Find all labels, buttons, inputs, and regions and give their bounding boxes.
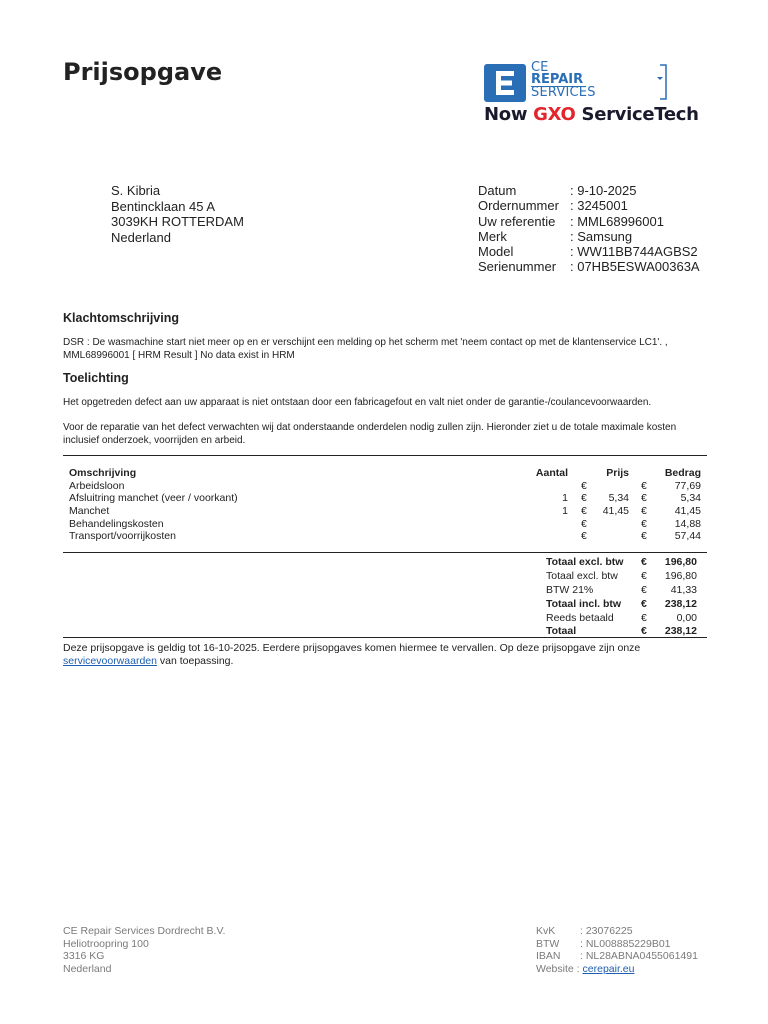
footer-registration bbox=[536, 925, 698, 975]
footer-kvk-value: : 23076225 bbox=[580, 925, 633, 937]
item-price-currency: € bbox=[581, 530, 587, 543]
item-amount: 41,45 bbox=[674, 505, 701, 518]
info-row-serial bbox=[478, 259, 700, 274]
info-label: Model bbox=[478, 244, 514, 260]
explanation-heading: Toelichting bbox=[63, 371, 129, 385]
item-price: 41,45 bbox=[602, 505, 629, 518]
footer-website-separator: : bbox=[573, 962, 583, 975]
footer-iban-label: IBAN bbox=[536, 950, 561, 963]
totals-currency: € bbox=[641, 611, 647, 624]
totals-amount: 196,80 bbox=[664, 556, 697, 568]
totals-amount: 238,12 bbox=[664, 625, 697, 638]
header-quantity: Aantal bbox=[535, 467, 568, 479]
table-row bbox=[69, 480, 701, 493]
info-value: : MML68996001 bbox=[570, 213, 664, 229]
item-amount-currency: € bbox=[641, 492, 647, 505]
totals-top-divider bbox=[63, 552, 707, 553]
info-row-model bbox=[478, 244, 700, 259]
footer-btw-value: : NL008885229B01 bbox=[580, 937, 671, 950]
item-quantity: 1 bbox=[562, 505, 568, 518]
item-amount: 77,69 bbox=[674, 479, 701, 492]
totals-currency: € bbox=[641, 569, 647, 582]
info-value: : 9-10-2025 bbox=[570, 183, 637, 198]
items-table bbox=[69, 467, 701, 543]
totals-label: Totaal bbox=[546, 625, 577, 638]
totals-row bbox=[546, 556, 697, 570]
footer-website-link[interactable]: cerepair.eu bbox=[582, 962, 635, 975]
footer-website bbox=[536, 963, 698, 976]
info-label: Datum bbox=[478, 183, 517, 198]
complaint-text: DSR : De wasmachine start niet meer op en er verschijnt een melding op het scherm met 'neem contact op met de klantenservice LC1'. , MML68996001 [ HRM Result ] No data exist in HRM bbox=[63, 337, 668, 361]
info-label: Merk bbox=[478, 228, 507, 244]
info-value: : Samsung bbox=[570, 228, 633, 244]
header-price: Prijs bbox=[606, 467, 629, 479]
item-amount: 14,88 bbox=[674, 517, 701, 530]
totals-row bbox=[546, 612, 697, 626]
info-row-reference bbox=[478, 214, 700, 229]
totals-row bbox=[546, 598, 697, 612]
footer-btw bbox=[536, 938, 698, 951]
totals-amount: 196,80 bbox=[664, 569, 697, 582]
totals-currency: € bbox=[641, 583, 647, 596]
header-description: Omschrijving bbox=[69, 467, 137, 479]
item-price-currency: € bbox=[581, 517, 587, 530]
item-description: Arbeidsloon bbox=[69, 479, 125, 492]
logo-text-services: SERVICES bbox=[531, 85, 596, 100]
item-amount: 5,34 bbox=[680, 492, 701, 505]
totals-block bbox=[546, 556, 697, 639]
table-row bbox=[69, 492, 701, 505]
totals-amount: 0,00 bbox=[676, 611, 697, 624]
info-value: : WW11BB744AGBS2 bbox=[570, 244, 698, 260]
footer-iban-value: : NL28ABNA0455061491 bbox=[580, 950, 698, 963]
info-value: : 07HB5ESWA00363A bbox=[570, 259, 700, 275]
items-top-divider bbox=[63, 455, 707, 456]
logo-tagline bbox=[484, 104, 699, 125]
logo-bracket-icon bbox=[656, 64, 668, 100]
explanation-text-1: Het opgetreden defect aan uw apparaat is niet ontstaan door een fabricagefout en valt niet onder de garantie-/coulancevoorwaarden. bbox=[63, 397, 652, 408]
customer-postal-city: 3039KH ROTTERDAM bbox=[111, 214, 244, 229]
logo-tagline-servicetech: ServiceTech bbox=[575, 104, 699, 125]
complaint-heading: Klachtomschrijving bbox=[63, 311, 179, 325]
item-price: 5,34 bbox=[608, 492, 629, 505]
item-price-currency: € bbox=[581, 479, 587, 492]
logo-tagline-gxo: GXO bbox=[533, 104, 576, 125]
logo-text-repair: REPAIR bbox=[531, 72, 584, 87]
totals-label: Totaal excl. btw bbox=[546, 569, 618, 582]
item-price-currency: € bbox=[581, 492, 587, 505]
table-row bbox=[69, 505, 701, 518]
info-row-ordernumber bbox=[478, 198, 700, 213]
totals-label: Totaal excl. btw bbox=[546, 556, 624, 568]
footer-country: Nederland bbox=[63, 962, 112, 975]
customer-street: Bentincklaan 45 A bbox=[111, 198, 216, 214]
item-description: Afsluitring manchet (veer / voorkant) bbox=[69, 492, 238, 505]
totals-amount: 238,12 bbox=[664, 597, 697, 610]
totals-label: BTW 21% bbox=[546, 583, 594, 596]
validity-text-end: van toepassing. bbox=[156, 655, 234, 667]
totals-currency: € bbox=[641, 556, 647, 568]
explanation-text-2: Voor de reparatie van het defect verwachten wij dat onderstaande onderdelen nodig zullen zijn. Hieronder ziet u de totale maximale kosten inclusief onderzoek, voorrijden en arbeid. bbox=[63, 422, 677, 446]
item-description: Behandelingskosten bbox=[69, 517, 164, 530]
validity-text: Deze prijsopgave is geldig tot 16-10-2025. Eerdere prijsopgaves komen hiermee te vervallen. Op deze prijsopgave zijn onze bbox=[63, 642, 641, 654]
footer-btw-label: BTW bbox=[536, 937, 560, 950]
totals-row bbox=[546, 570, 697, 584]
item-amount-currency: € bbox=[641, 517, 647, 530]
totals-row bbox=[546, 584, 697, 598]
footer-kvk bbox=[536, 925, 698, 938]
totals-label: Totaal incl. btw bbox=[546, 597, 622, 610]
logo-text-ce: CE bbox=[531, 60, 549, 75]
info-label: Ordernummer bbox=[478, 198, 559, 214]
totals-currency: € bbox=[641, 625, 647, 638]
items-header-row bbox=[69, 467, 701, 480]
footer-company bbox=[63, 925, 225, 975]
item-amount-currency: € bbox=[641, 530, 647, 543]
item-description: Manchet bbox=[69, 505, 110, 518]
info-label: Serienummer bbox=[478, 259, 557, 275]
totals-label: Reeds betaald bbox=[546, 611, 614, 624]
header-amount: Bedrag bbox=[664, 467, 701, 479]
service-terms-link[interactable]: servicevoorwaarden bbox=[63, 655, 157, 667]
ce-logo-mark-icon bbox=[484, 64, 526, 102]
customer-country: Nederland bbox=[111, 229, 171, 245]
page-title: Prijsopgave bbox=[63, 58, 223, 86]
footer-postal: 3316 KG bbox=[63, 950, 105, 963]
logo-tagline-now: Now bbox=[484, 104, 534, 125]
table-row bbox=[69, 530, 701, 543]
totals-currency: € bbox=[641, 597, 647, 610]
footer-iban bbox=[536, 950, 698, 963]
item-price-currency: € bbox=[581, 505, 587, 518]
footer-kvk-label: KvK bbox=[536, 925, 556, 937]
footer-street: Heliotroopring 100 bbox=[63, 937, 149, 950]
footer-company-name: CE Repair Services Dordrecht B.V. bbox=[63, 925, 226, 937]
totals-bottom-divider bbox=[63, 637, 707, 638]
order-info bbox=[478, 183, 700, 275]
info-label: Uw referentie bbox=[478, 213, 556, 229]
company-logo bbox=[484, 60, 699, 125]
table-row bbox=[69, 518, 701, 531]
info-value: : 3245001 bbox=[570, 198, 628, 214]
customer-address bbox=[111, 183, 244, 245]
item-amount-currency: € bbox=[641, 505, 647, 518]
item-quantity: 1 bbox=[562, 492, 568, 505]
info-row-brand bbox=[478, 229, 700, 244]
totals-amount: 41,33 bbox=[670, 583, 697, 596]
item-amount-currency: € bbox=[641, 479, 647, 492]
validity-note bbox=[63, 642, 708, 668]
info-row-date bbox=[478, 183, 700, 198]
item-amount: 57,44 bbox=[674, 530, 701, 543]
item-description: Transport/voorrijkosten bbox=[69, 530, 176, 543]
customer-name: S. Kibria bbox=[111, 183, 161, 198]
footer-website-label: Website bbox=[536, 962, 574, 975]
